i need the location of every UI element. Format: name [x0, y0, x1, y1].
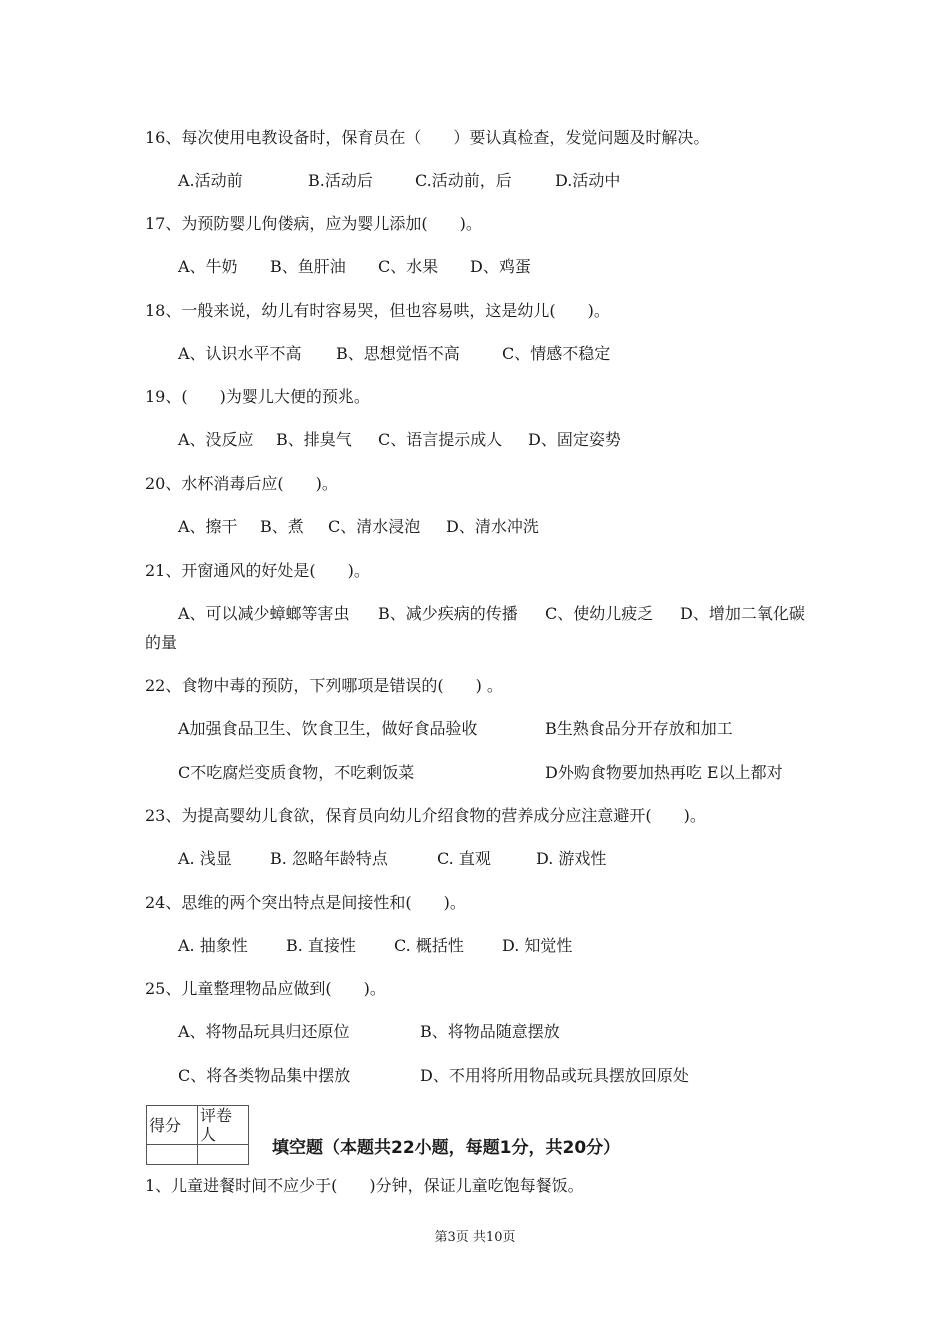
option-d: D、鸡蛋 — [470, 257, 531, 276]
option-a: A、牛奶 — [178, 257, 238, 276]
option-c: C、使幼儿疲乏 — [545, 604, 654, 623]
option-b: B、排臭气 — [276, 430, 352, 449]
option-b: B、鱼肝油 — [270, 257, 346, 276]
option-c: C.活动前，后 — [415, 171, 512, 190]
option-d: D、不用将所用物品或玩具摆放回原处 — [420, 1066, 689, 1085]
option-c: C. 概括性 — [394, 936, 464, 955]
option-a: A、认识水平不高 — [178, 344, 302, 363]
option-d: D. 游戏性 — [536, 849, 607, 868]
option-d: D外购食物要加热再吃 E以上都对 — [545, 763, 783, 782]
option-c: C、情感不稳定 — [502, 344, 611, 363]
question-22-options-row1 — [178, 719, 818, 739]
question-17-options — [178, 257, 818, 277]
option-a: A. 浅显 — [178, 849, 232, 868]
option-d: D. 知觉性 — [502, 936, 573, 955]
question-16-stem: 16、每次使用电教设备时，保育员在（ ）要认真检查，发觉问题及时解决。 — [145, 128, 710, 147]
question-19-options — [178, 430, 818, 450]
option-a: A. 抽象性 — [178, 936, 248, 955]
option-c: C、语言提示成人 — [378, 430, 503, 449]
score-box — [146, 1105, 249, 1165]
option-b: B. 直接性 — [286, 936, 356, 955]
option-b: B. 忽略年龄特点 — [270, 849, 388, 868]
option-b: B、思想觉悟不高 — [336, 344, 460, 363]
option-c: C、将各类物品集中摆放 — [178, 1066, 351, 1085]
score-cell[interactable] — [147, 1145, 198, 1165]
question-22-stem: 22、食物中毒的预防，下列哪项是错误的( ) 。 — [145, 676, 503, 695]
question-20-options — [178, 517, 818, 537]
question-20-stem: 20、水杯消毒后应( )。 — [145, 474, 338, 493]
option-c: C、清水浸泡 — [328, 517, 421, 536]
option-d: D、清水冲洗 — [446, 517, 539, 536]
option-a: A.活动前 — [178, 171, 243, 190]
option-d: D、固定姿势 — [528, 430, 621, 449]
fill-question-1: 1、儿童进餐时间不应少于( )分钟，保证儿童吃饱每餐饭。 — [145, 1176, 584, 1195]
grader-header: 评卷人 — [198, 1106, 249, 1145]
question-23-stem: 23、为提高婴幼儿食欲，保育员向幼儿介绍食物的营养成分应注意避开( )。 — [145, 806, 706, 825]
option-a: A、可以减少蟑螂等害虫 — [178, 604, 350, 623]
option-c: C、水果 — [378, 257, 439, 276]
score-header: 得分 — [147, 1106, 198, 1145]
option-b: B生熟食品分开存放和加工 — [545, 719, 733, 738]
question-24-options — [178, 936, 818, 956]
question-16-options — [178, 171, 818, 191]
option-d: D.活动中 — [555, 171, 621, 190]
question-21-options — [178, 604, 818, 624]
page-footer: 第3页 共10页 — [434, 1230, 516, 1245]
option-a: A加强食品卫生、饮食卫生，做好食品验收 — [178, 719, 478, 738]
option-a: A、擦干 — [178, 517, 238, 536]
option-a: A、没反应 — [178, 430, 254, 449]
option-b: B.活动后 — [308, 171, 373, 190]
question-22-options-row2 — [178, 763, 818, 783]
option-c: C不吃腐烂变质食物，不吃剩饭菜 — [178, 763, 415, 782]
option-d: D、增加二氧化碳 — [680, 604, 805, 623]
question-21-continuation: 的量 — [145, 633, 178, 652]
option-b: B、煮 — [260, 517, 304, 536]
grader-cell[interactable] — [198, 1145, 249, 1165]
question-18-options — [178, 344, 818, 364]
section-title: 填空题（本题共22小题，每题1分，共20分） — [272, 1138, 621, 1158]
question-18-stem: 18、一般来说，幼儿有时容易哭，但也容易哄，这是幼儿( )。 — [145, 301, 610, 320]
option-b: B、减少疾病的传播 — [378, 604, 518, 623]
option-b: B、将物品随意摆放 — [420, 1022, 560, 1041]
question-25-options-row2 — [178, 1066, 818, 1086]
question-17-stem: 17、为预防婴儿佝偻病，应为婴儿添加( )。 — [145, 214, 482, 233]
option-a: A、将物品玩具归还原位 — [178, 1022, 350, 1041]
option-c: C. 直观 — [437, 849, 491, 868]
question-21-stem: 21、开窗通风的好处是( )。 — [145, 561, 370, 580]
question-24-stem: 24、思维的两个突出特点是间接性和( )。 — [145, 893, 466, 912]
question-19-stem: 19、( )为婴儿大便的预兆。 — [145, 387, 370, 406]
question-25-stem: 25、儿童整理物品应做到( )。 — [145, 979, 386, 998]
question-23-options — [178, 849, 818, 869]
question-25-options-row1 — [178, 1022, 818, 1042]
